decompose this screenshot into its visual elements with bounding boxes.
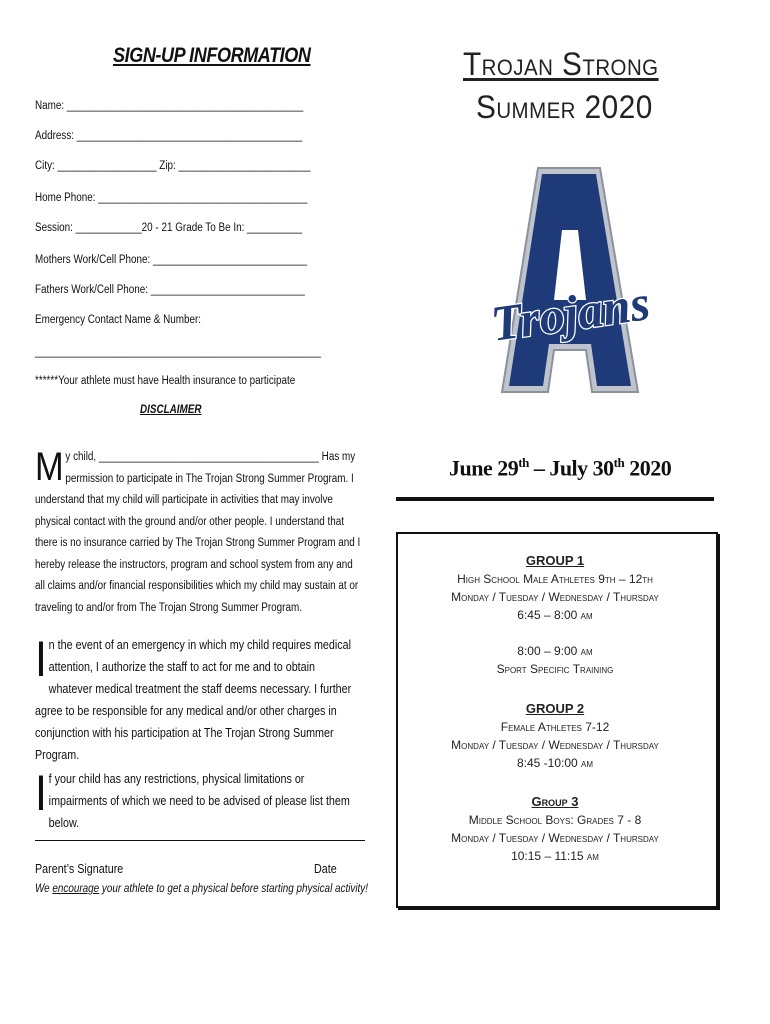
program-title-line-2: Summer 2020 [476,89,653,125]
signature-label: Parent’s Signature [35,862,124,876]
group-1-days: Monday / Tuesday / Wednesday / Thursday [451,590,659,604]
group-2-title: GROUP 2 [525,701,585,716]
group-3-days: Monday / Tuesday / Wednesday / Thursday [451,831,659,845]
paragraph-3-text: f your child has any restrictions, physical limitations or impairments of which we need to be advised of please list them below. [48,772,350,830]
disclaimer-paragraph-3 [35,765,358,834]
group-3-time: 10:15 – 11:15 am [511,849,599,863]
group-3 [396,793,714,865]
group-2-days: Monday / Tuesday / Wednesday / Thursday [451,738,659,752]
group-3-who: Middle School Boys: Grades 7 - 8 [468,813,642,827]
trojans-script-text: Trojans [487,274,654,352]
fathers-phone-field[interactable]: Fathers Work/Cell Phone: ____________________________ [35,284,305,296]
emergency-contact-field[interactable]: ____________________________________________________ [35,346,322,358]
group-1-who: High School Male Athletes 9th – 12th [457,572,653,586]
group-2-who: Female Athletes 7-12 [500,720,610,734]
insurance-note: ******Your athlete must have Health insurance to participate [35,375,296,387]
signature-line[interactable] [35,840,365,841]
name-field[interactable]: Name: ___________________________________________ [35,100,304,112]
emergency-contact-label: Emergency Contact Name & Number: [35,314,202,326]
paragraph-1-text: y child, ________________________________________ Has my permission to participate in The Trojan Strong Summer Program. I understand that my child will participate in activities that may involve physical contact with the ground and/or other people. I understand that there is no insurance carried by The Trojan Strong Summer Program and I hereby release the instructors, program and school system from any and all claims and/or financial responsibilities which my child may sustain at or traveling to and/or from The Trojan Strong Summer Program. [35,451,361,614]
group-1-time: 6:45 – 8:00 am [517,608,593,622]
group-1 [396,552,714,678]
address-field[interactable]: Address: _________________________________________ [35,130,303,142]
program-title-line-1: Trojan Strong [463,46,659,82]
disclaimer-paragraph-2 [35,631,358,766]
city-zip-field[interactable]: City: __________________ Zip: ________________________ [35,160,311,172]
date-label: Date [314,862,337,876]
trojans-logo [487,160,654,400]
dropcap-m: M [35,445,64,489]
group-1-time-2: 8:00 – 9:00 am [517,644,593,658]
disclaimer-paragraph-1 [35,447,365,619]
divider [396,497,714,501]
group-3-title: Group 3 [531,794,579,809]
paragraph-2-text: n the event of an emergency in which my child requires medical attention, I authorize the staff to act for me and to obtain whatever medical treatment the staff deems necessary. I further agree to be responsible for any medical and/or other charges in conjunction with his participation at The Trojan Strong Summer Program. [35,638,352,762]
group-1-note: Sport Specific Training [496,662,614,676]
group-2 [396,700,714,772]
mothers-phone-field[interactable]: Mothers Work/Cell Phone: ____________________________ [35,254,308,266]
home-phone-field[interactable]: Home Phone: ______________________________________ [35,192,308,204]
physical-note: We encourage your athlete to get a physical before starting physical activity! [35,883,368,895]
signup-title: SIGN-UP INFORMATION [113,44,311,67]
group-2-time: 8:45 -10:00 am [516,756,594,770]
group-1-title: GROUP 1 [525,553,585,568]
disclaimer-title: DISCLAIMER [140,404,202,416]
dropcap-i-2: I [35,765,47,821]
dropcap-i: I [35,631,47,687]
session-field[interactable]: Session: ____________20 - 21 Grade To Be In: __________ [35,222,303,234]
program-dates: June 29th – July 30th 2020 [449,455,672,481]
